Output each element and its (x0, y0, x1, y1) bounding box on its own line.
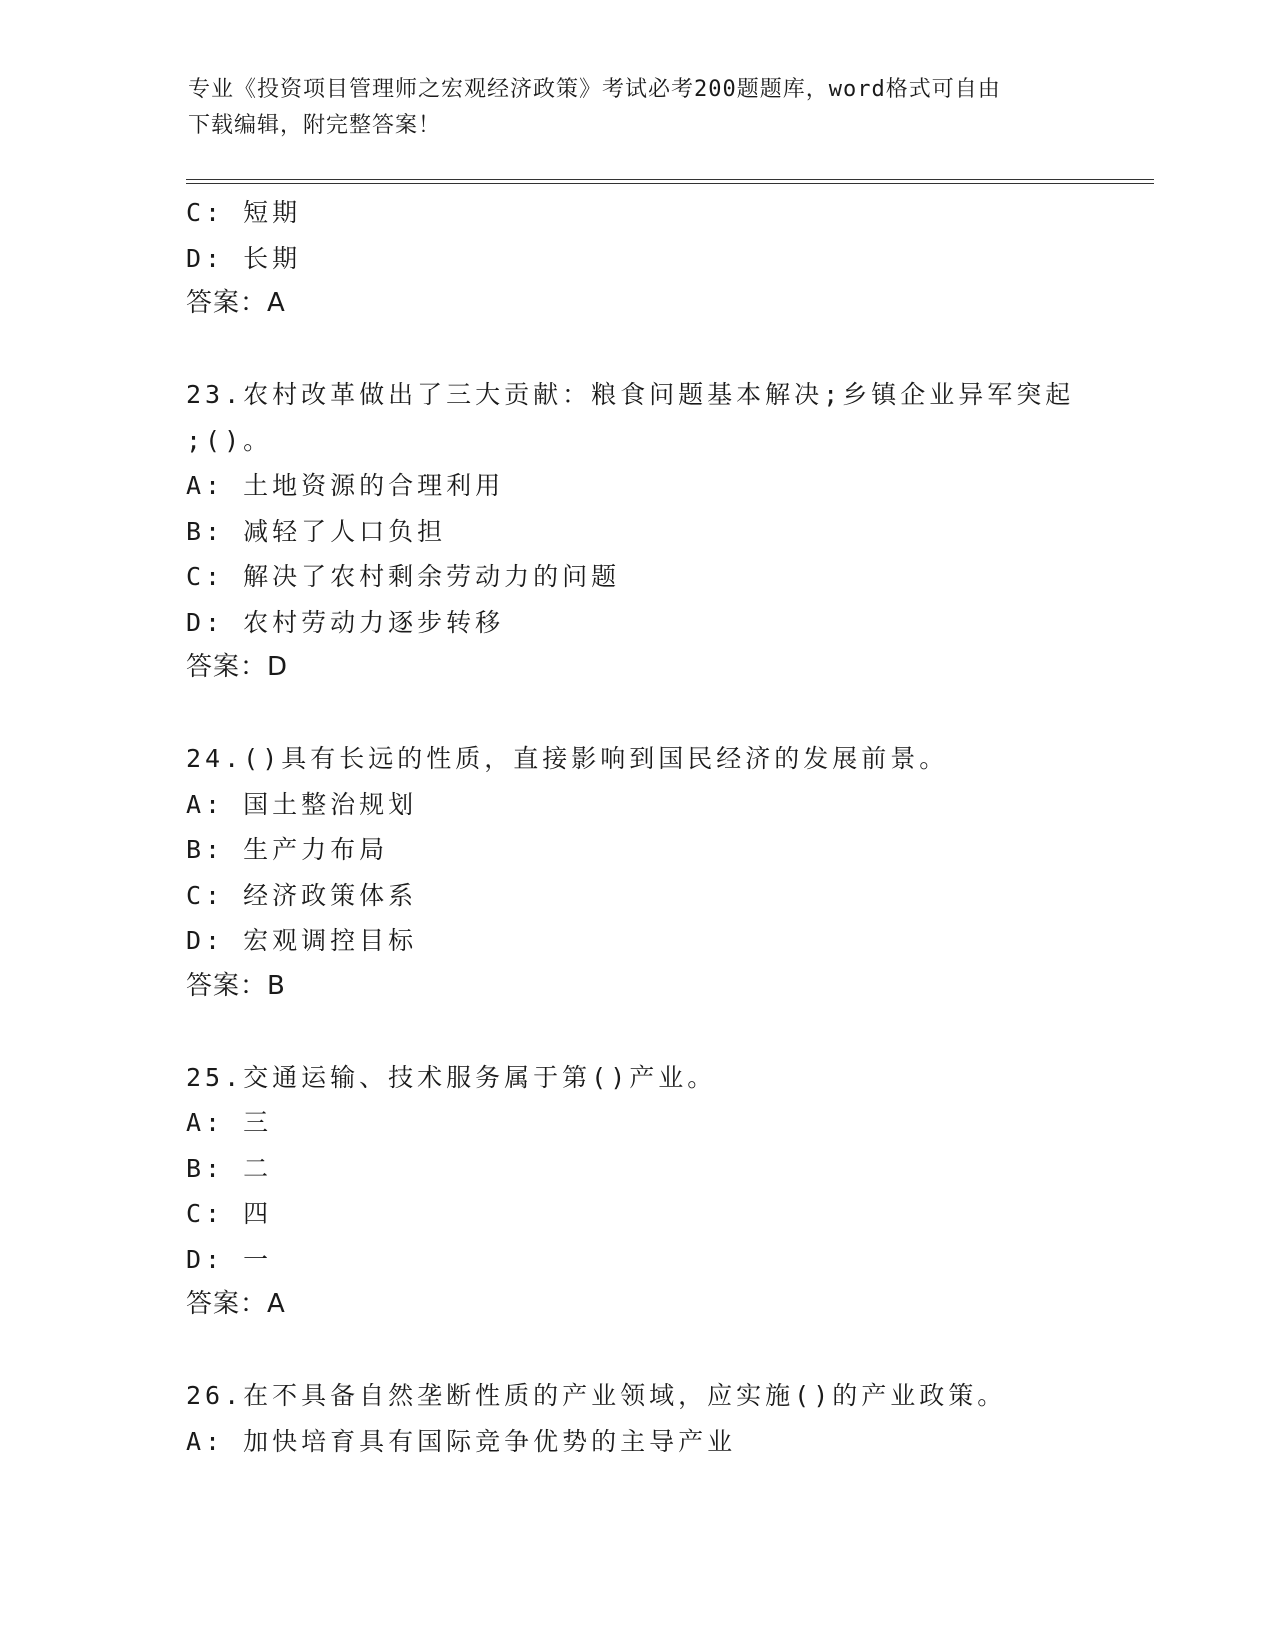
question-22-continuation (186, 190, 1086, 327)
page-header (188, 72, 1088, 144)
question-25 (186, 1055, 1086, 1328)
spacer (186, 1009, 1086, 1055)
option-c: C: 经济政策体系 (186, 880, 418, 910)
question-stem: 23.农村改革做出了三大贡献：粮食问题基本解决;乡镇企业异军突起 (186, 380, 1075, 409)
question-stem: 24.()具有长远的性质，直接影响到国民经济的发展前景。 (186, 744, 949, 773)
answer-line: 答案：D (186, 652, 289, 682)
question-26 (186, 1373, 1086, 1464)
document-body (186, 190, 1086, 1464)
question-stem: 25.交通运输、技术服务属于第()产业。 (186, 1062, 717, 1092)
option-c: C: 解决了农村剩余劳动力的问题 (186, 562, 621, 591)
question-stem: 26.在不具备自然垄断性质的产业领域，应实施()的产业政策。 (186, 1381, 1007, 1410)
option-a: A: 国土整治规划 (186, 789, 418, 819)
option-d: D: 宏观调控目标 (186, 926, 418, 955)
header-double-rule (186, 179, 1154, 184)
spacer (186, 327, 1086, 373)
question-24 (186, 736, 1086, 1009)
option-d: D: 农村劳动力逐步转移 (186, 607, 505, 637)
option-c: C: 四 (186, 1199, 273, 1228)
option-a: A: 加快培育具有国际竞争优势的主导产业 (186, 1426, 737, 1456)
option-d: D: 长期 (186, 243, 302, 273)
answer-line: 答案：B (186, 970, 286, 1001)
option-d: D: 一 (186, 1244, 273, 1274)
header-line-1: 专业《投资项目管理师之宏观经济政策》考试必考200题题库，word格式可自由 (188, 77, 1001, 102)
option-a: A: 三 (186, 1108, 273, 1137)
option-c: C: 短期 (186, 198, 302, 227)
question-stem-continued: ;()。 (186, 425, 273, 455)
spacer (186, 1328, 1086, 1374)
question-23 (186, 372, 1086, 691)
answer-line: 答案：A (186, 1289, 286, 1319)
option-a: A: 土地资源的合理利用 (186, 471, 505, 500)
header-line-2: 下载编辑，附完整答案！ (188, 113, 442, 138)
option-b: B: 二 (186, 1153, 273, 1183)
option-b: B: 减轻了人口负担 (186, 516, 447, 546)
spacer (186, 691, 1086, 737)
answer-line: 答案：A (186, 288, 286, 318)
option-b: B: 生产力布局 (186, 835, 389, 864)
